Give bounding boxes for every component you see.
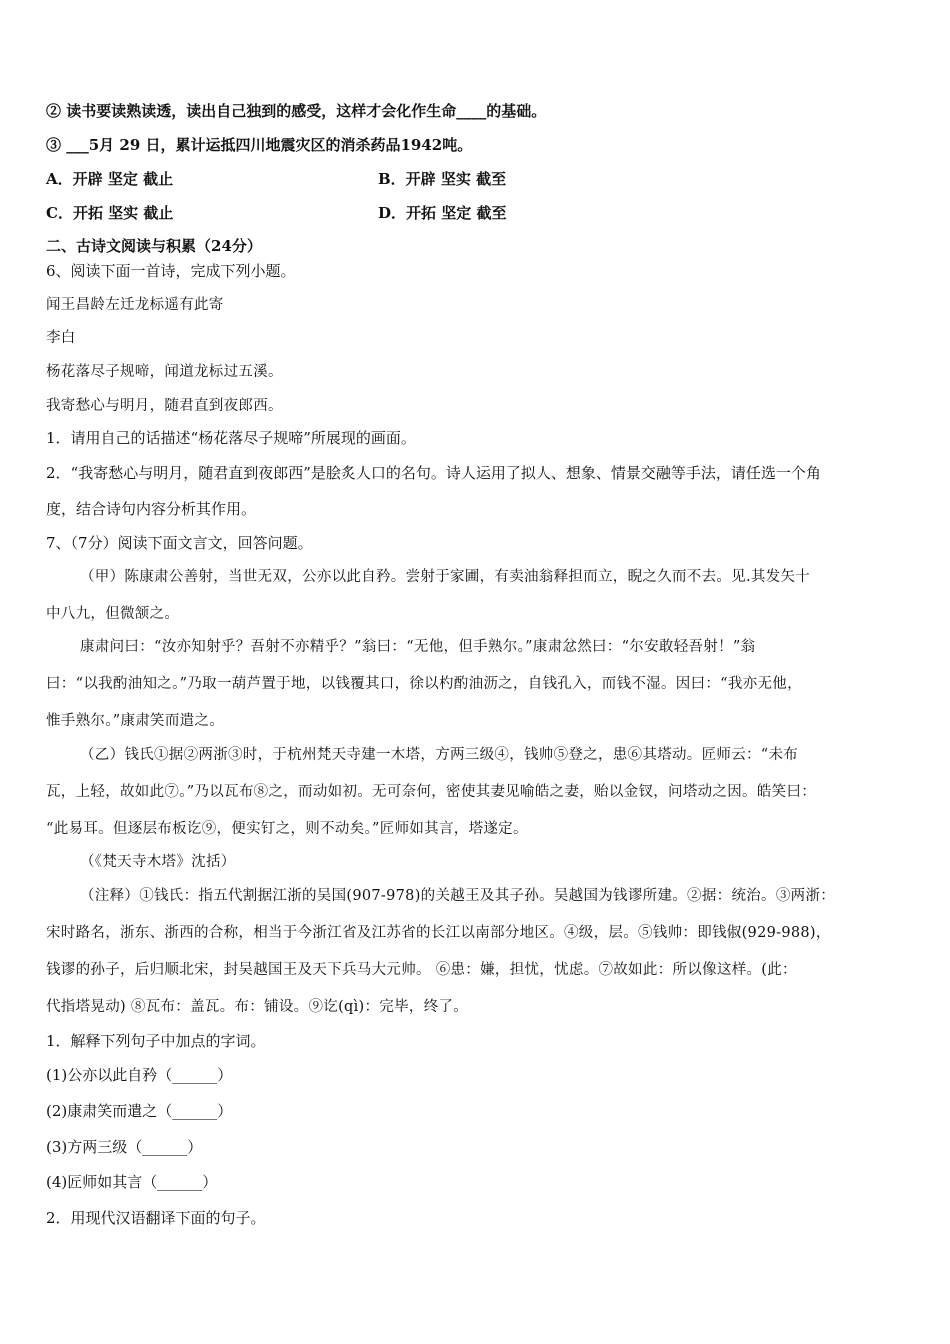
poem-author: 李白 <box>46 330 76 346</box>
section-heading: 二、古诗文阅读与积累（24分） <box>46 237 262 255</box>
passage-jia: 康肃问曰：“汝亦知射乎？吾射不亦精乎？”翁曰：“无他，但手熟尔。”康肃忿然曰：“尔安敢轻吾射！”翁 <box>80 639 756 655</box>
passage-notes: 代指塔晃动) ⑧瓦布：盖瓦。布：铺设。⑨讫(qì)：完毕，终了。 <box>46 999 469 1015</box>
blank-item: (4)匠师如其言（______） <box>46 1173 218 1191</box>
q5-option-b: B．开辟 坚实 截至 <box>378 170 507 188</box>
q7-subquestion-2: 2．用现代汉语翻译下面的句子。 <box>46 1209 266 1227</box>
q6-prompt: 6、阅读下面一首诗，完成下列小题。 <box>46 262 296 280</box>
poem-title: 闻王昌龄左迁龙标遥有此寄 <box>46 297 224 313</box>
q5-option-a: A．开辟 坚定 截止 <box>46 170 174 188</box>
q5-option-d: D．开拓 坚定 截至 <box>378 204 507 222</box>
passage-notes: 钱谬的孙子，后归顺北宋，封吴越国王及天下兵马大元帅。 ⑥患：嫌，担忧，忧虑。⑦故如此：所以像这样。(此： <box>46 962 797 978</box>
passage-jia: 惟手熟尔。”康肃笑而遣之。 <box>46 713 225 729</box>
passage-notes: （注释）①钱氏：指五代割据江浙的吴国(907-978)的关越王及其子孙。吴越国为钱谬所建。②据：统治。③两浙： <box>80 888 836 904</box>
blank-item: (2)康肃笑而遣之（______） <box>46 1102 233 1120</box>
q6-subquestion-2: 2．“我寄愁心与明月，随君直到夜郎西”是脍炙人口的名句。诗人运用了拟人、想象、情景交融等手法，请任选一个角 <box>46 464 821 482</box>
blank-item: (3)方两三级（______） <box>46 1138 203 1156</box>
q5-statement-2: ② 读书要读熟读透，读出自己独到的感受，这样才会化作生命____的基础。 <box>46 102 547 120</box>
q5-statement-3: ③ ___5月 29 日，累计运抵四川地震灾区的消杀药品1942吨。 <box>46 136 473 154</box>
passage-yi: “此易耳。但逐层布板讫⑨，便实钉之，则不动矣。”匠师如其言，塔遂定。 <box>46 821 528 837</box>
q6-subquestion-1: 1．请用自己的话描述“杨花落尽子规啼”所展现的画面。 <box>46 429 416 447</box>
passage-yi: 瓦，上轻，故如此⑦。”乃以瓦布⑧之，而动如初。无可奈何，密使其妻见喻皓之妻，贻以金钗，问塔动之因。皓笑曰： <box>46 784 817 800</box>
poem-line: 杨花落尽子规啼，闻道龙标过五溪。 <box>46 364 283 380</box>
passage-notes: 宋时路名，浙东、浙西的合称，相当于今浙江省及江苏省的长江以南部分地区。④级，层。⑤钱帅：即钱俶(929-988)， <box>46 925 831 941</box>
q6-subquestion-2-cont: 度，结合诗句内容分析其作用。 <box>46 500 257 518</box>
passage-jia: 曰：“以我酌油知之。”乃取一葫芦置于地，以钱覆其口，徐以杓酌油沥之，自钱孔入，而钱不湿。因曰：“我亦无他， <box>46 676 802 692</box>
passage-jia: 中八九，但微颔之。 <box>46 606 180 622</box>
q7-prompt: 7、（7分）阅读下面文言文，回答问题。 <box>46 534 313 552</box>
q5-option-c: C．开拓 坚实 截止 <box>46 204 174 222</box>
passage-source: （《梵天寺木塔》沈括） <box>80 854 236 870</box>
q7-subquestion-1: 1．解释下列句子中加点的字词。 <box>46 1032 266 1050</box>
poem-line: 我寄愁心与明月，随君直到夜郎西。 <box>46 398 283 414</box>
blank-item: (1)公亦以此自矜（______） <box>46 1066 233 1084</box>
passage-yi: （乙）钱氏①据②两浙③时，于杭州梵天寺建一木塔，方两三级④，钱帅⑤登之，患⑥其塔动。匠师云：“未布 <box>80 747 799 763</box>
passage-jia: （甲）陈康肃公善射，当世无双，公亦以此自矜。尝射于家圃，有卖油翁释担而立，睨之久而不去。见.其发矢十 <box>80 569 811 585</box>
